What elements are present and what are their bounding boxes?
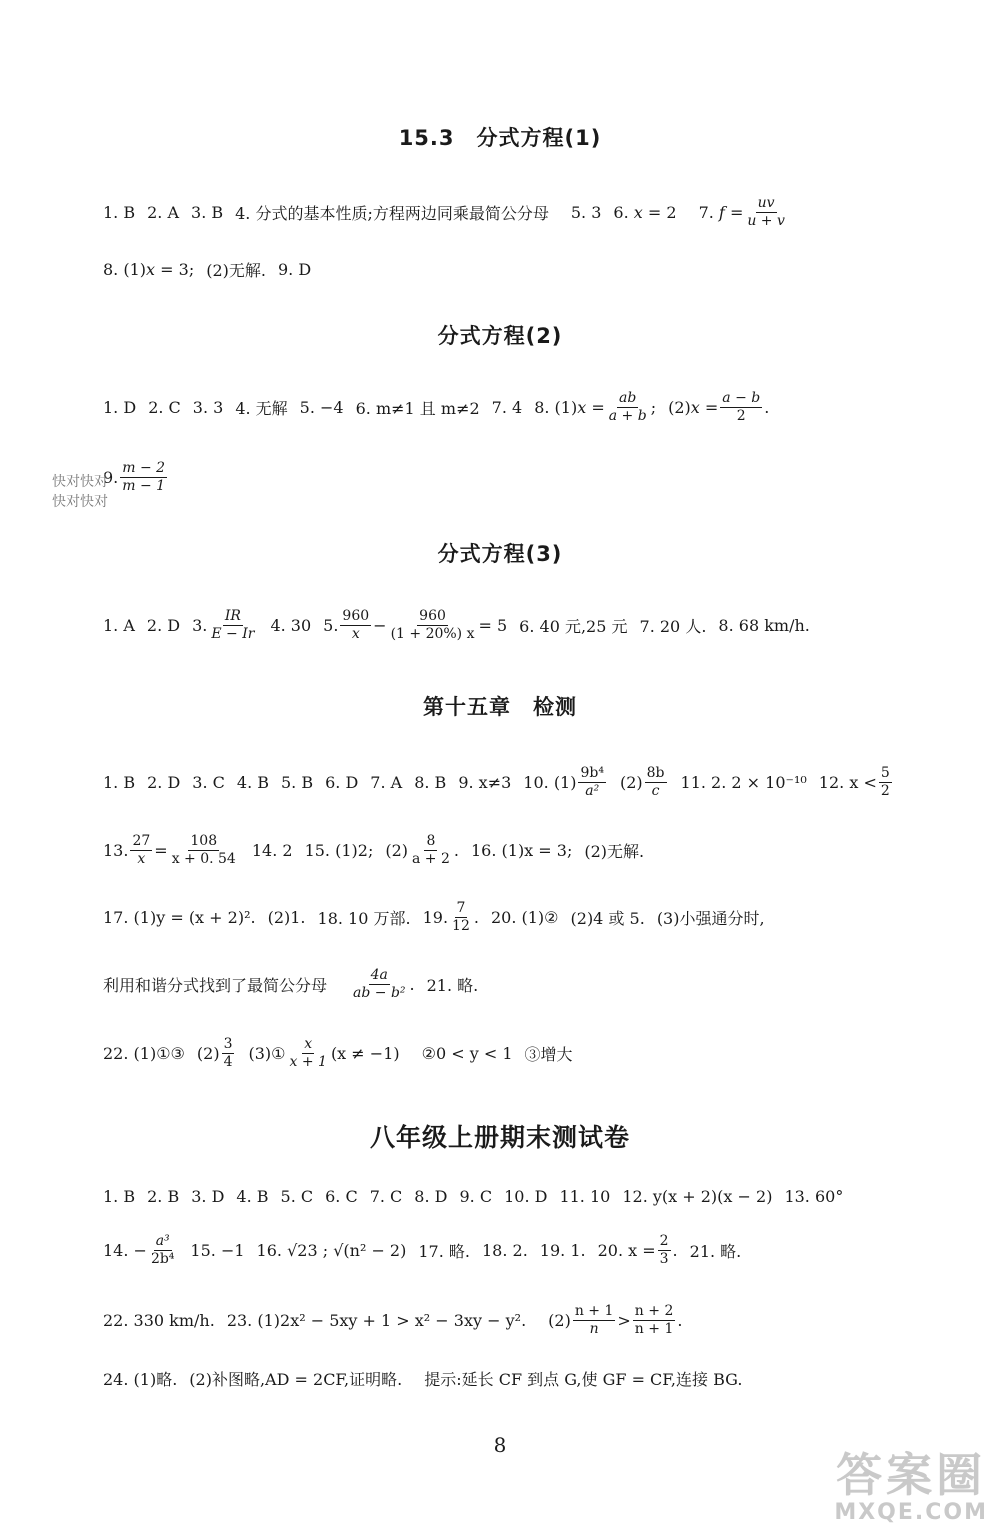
fraction: n + 2 n + 1: [634, 1302, 674, 1337]
fraction: 5 2: [880, 764, 890, 799]
answer-line: 13. $\frac{27}{x}$ = $\frac{108}{x + 0. 54}$ 14. 2 15. (1)2; (2) 8 a + 2 . 16. (1)x = 3; (2)无解.: [103, 832, 645, 867]
fraction: $\frac{960}{(1 + 20\%) x}$: [390, 607, 475, 642]
answer-line: 22. (1)①③ (2) 3 4 (3)① x x + 1 (x ≠ −1) ②0 < y < 1 ③增大: [103, 1035, 573, 1070]
smudge-mark: 快对快对 快对快对: [52, 474, 108, 510]
fraction: IR E − Ir: [211, 607, 255, 642]
fraction: x x + 1: [289, 1035, 327, 1070]
fraction: $\frac{ab}{a + b}$: [608, 389, 647, 424]
section-title-fractional-equation-3: 分式方程(3): [437, 542, 563, 566]
answer-line: 14. − $\frac{\text{a³}}{\text{2b⁴}}$ 15. −1 16. √23 ; √(n² − 2) 17. 略. 18. 2. 19. 1. 20. x = $\frac{2}{3}$ . 21. 略.: [103, 1232, 742, 1267]
fraction: $\frac{2}{3}$: [659, 1232, 669, 1267]
section-title-chapter-15-test: 第十五章 检测: [423, 695, 577, 719]
fraction: 3 4: [223, 1035, 233, 1070]
section-title-15-3: 15.3 分式方程(1): [398, 126, 602, 150]
answer-line: 8. (1) x = 3; (2)无解. 9. D: [103, 259, 312, 280]
answer-line: 24. (1)略. (2)补图略,AD = 2CF,证明略. 提示:延长 CF 到点 G,使 GF = CF,连接 BG.: [103, 1369, 743, 1389]
fraction: 8b c: [646, 764, 665, 799]
answer-line: 22. 330 km/h. 23. (1)2x² − 5xy + 1 > x² − 3xy − y². (2) n + 1 n > n + 2 n + 1 .: [103, 1302, 683, 1337]
fraction: n + 1 n: [574, 1302, 614, 1337]
answer-line: 1. B 2. B 3. D 4. B 5. C 6. C 7. C 8. D 9. C 10. D 11. 10 12. y(x + 2)(x − 2) 13. 60°: [103, 1186, 844, 1206]
fraction: 4a ab − b²: [353, 966, 406, 1001]
answer-line: 1. A 2. D 3. IR E − Ir 4. 30 5. 960 x − $\frac{960}{(1 + 20\%) x}$ = 5 6. 40 元,25 元 7. 20 人. 8. 68 km/h.: [103, 607, 810, 642]
section-title-fractional-equation-2: 分式方程(2): [437, 324, 563, 348]
answer-line: 9. m − 2 m − 1: [103, 459, 166, 494]
fraction: $\frac{108}{x + 0. 54}$: [171, 832, 236, 867]
answer-line: 1. B 2. D 3. C 4. B 5. B 6. D 7. A 8. B 9. x≠3 10. (1) 9b⁴ a² (2) 8b c 11. 2. 2 × 10⁻¹⁰ 12. x < 5 2: [103, 764, 890, 799]
fraction: $\frac{27}{x}$: [132, 832, 151, 867]
page-number: 8: [493, 1433, 507, 1457]
answer-line: 1. B 2. A 3. B 4. 分式的基本性质;方程两边同乘最简公分母 5. 3 6. x = 2 7. f = $\frac{uv}{u + v}$: [103, 194, 785, 229]
fraction: 960 x: [342, 607, 370, 642]
fraction: 8 a + 2: [412, 832, 450, 867]
answer-line: 利用和谐分式找到了最简公分母 4a ab − b² . 21. 略.: [103, 966, 479, 1001]
fraction: m − 2 m − 1: [122, 459, 166, 494]
fraction: 7 12: [452, 899, 470, 934]
section-title-final-test: 八年级上册期末测试卷: [369, 1123, 630, 1152]
watermark-logo: 答案圈 MXQE.COM: [834, 1448, 988, 1525]
fraction: 9b⁴ a²: [580, 764, 604, 799]
fraction: $\frac{\text{a³}}{\text{2b⁴}}$: [150, 1232, 175, 1267]
fraction: $\frac{a - b}{2}$: [722, 389, 761, 424]
answer-line: 17. (1)y = (x + 2)². (2)1. 18. 10 万部. 19. 7 12 . 20. (1)② (2)4 或 5. (3)小强通分时,: [103, 899, 765, 934]
fraction: $\frac{uv}{u + v}$: [747, 194, 785, 229]
answer-line: 1. D 2. C 3. 3 4. 无解 5. −4 6. m≠1 且 m≠2 7. 4 8. (1) x = $\frac{ab}{a + b}$ ; (2) x = $\frac{a - b}{2}$ .: [103, 389, 770, 424]
